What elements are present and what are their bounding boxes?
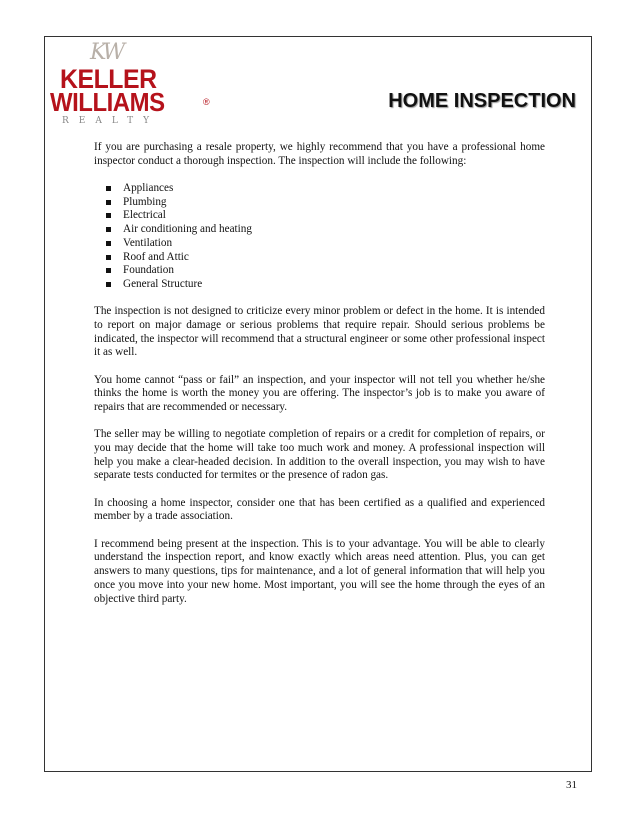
list-item: Foundation [94, 264, 545, 278]
bullet-square-icon [106, 282, 111, 287]
logo-monogram: KW [90, 40, 123, 65]
list-item: Electrical [94, 209, 545, 223]
page-number: 31 [566, 779, 577, 791]
logo-realty: REALTY [62, 116, 160, 126]
document-body [94, 141, 545, 620]
list-item: Ventilation [94, 237, 545, 251]
logo-williams: WILLIAMS [50, 87, 165, 117]
logo-registered-mark: ® [203, 97, 210, 107]
list-item: Appliances [94, 182, 545, 196]
paragraph-purpose: The inspection is not designed to criticize every minor problem or defect in the home. It is intended to report on major damage or serious problems that require repair. Should serious problems be indicated, the inspector will recommend that a structural engineer or some other professional inspect it as well. [94, 305, 545, 359]
bullet-square-icon [106, 186, 111, 191]
intro-paragraph: If you are purchasing a resale property, we highly recommend that you have a professional home inspector conduct a thorough inspection. The inspection will include the following: [94, 141, 545, 167]
inspection-items-list [94, 182, 545, 292]
list-item: Roof and Attic [94, 251, 545, 265]
list-item: Air conditioning and heating [94, 223, 545, 237]
paragraph-be-present: I recommend being present at the inspection. This is to your advantage. You will be able to clearly understand the inspection report, and know exactly which areas need attention. Plus, you can get answers to many questions, tips for maintenance, and a lot of general information that will help you once you move into your new home. Most important, you will see the home through the eyes of an objective third party. [94, 537, 545, 605]
bullet-square-icon [106, 241, 111, 246]
page-title: HOME INSPECTION [388, 90, 576, 112]
bullet-square-icon [106, 268, 111, 273]
logo-keller: KELLER [60, 64, 157, 94]
bullet-square-icon [106, 255, 111, 260]
paragraph-negotiation: The seller may be willing to negotiate completion of repairs or a credit for completion of repairs, or you may decide that the home will take too much work and money. A professional inspection will help you make a clear-headed decision. In addition to the overall inspection, you may wish to have separate tests conducted for termites or the presence of radon gas. [94, 428, 545, 482]
keller-williams-logo [50, 38, 210, 128]
paragraph-choosing-inspector: In choosing a home inspector, consider one that has been certified as a qualified and experienced member by a trade association. [94, 496, 545, 523]
list-item: General Structure [94, 278, 545, 292]
bullet-square-icon [106, 227, 111, 232]
paragraph-pass-fail: You home cannot “pass or fail” an inspection, and your inspector will not tell you whether he/she thinks the home is worth the money you are offering. The inspector’s job is to make you aware of repairs that are recommended or necessary. [94, 373, 545, 414]
list-item: Plumbing [94, 196, 545, 210]
bullet-square-icon [106, 213, 111, 218]
bullet-square-icon [106, 200, 111, 205]
